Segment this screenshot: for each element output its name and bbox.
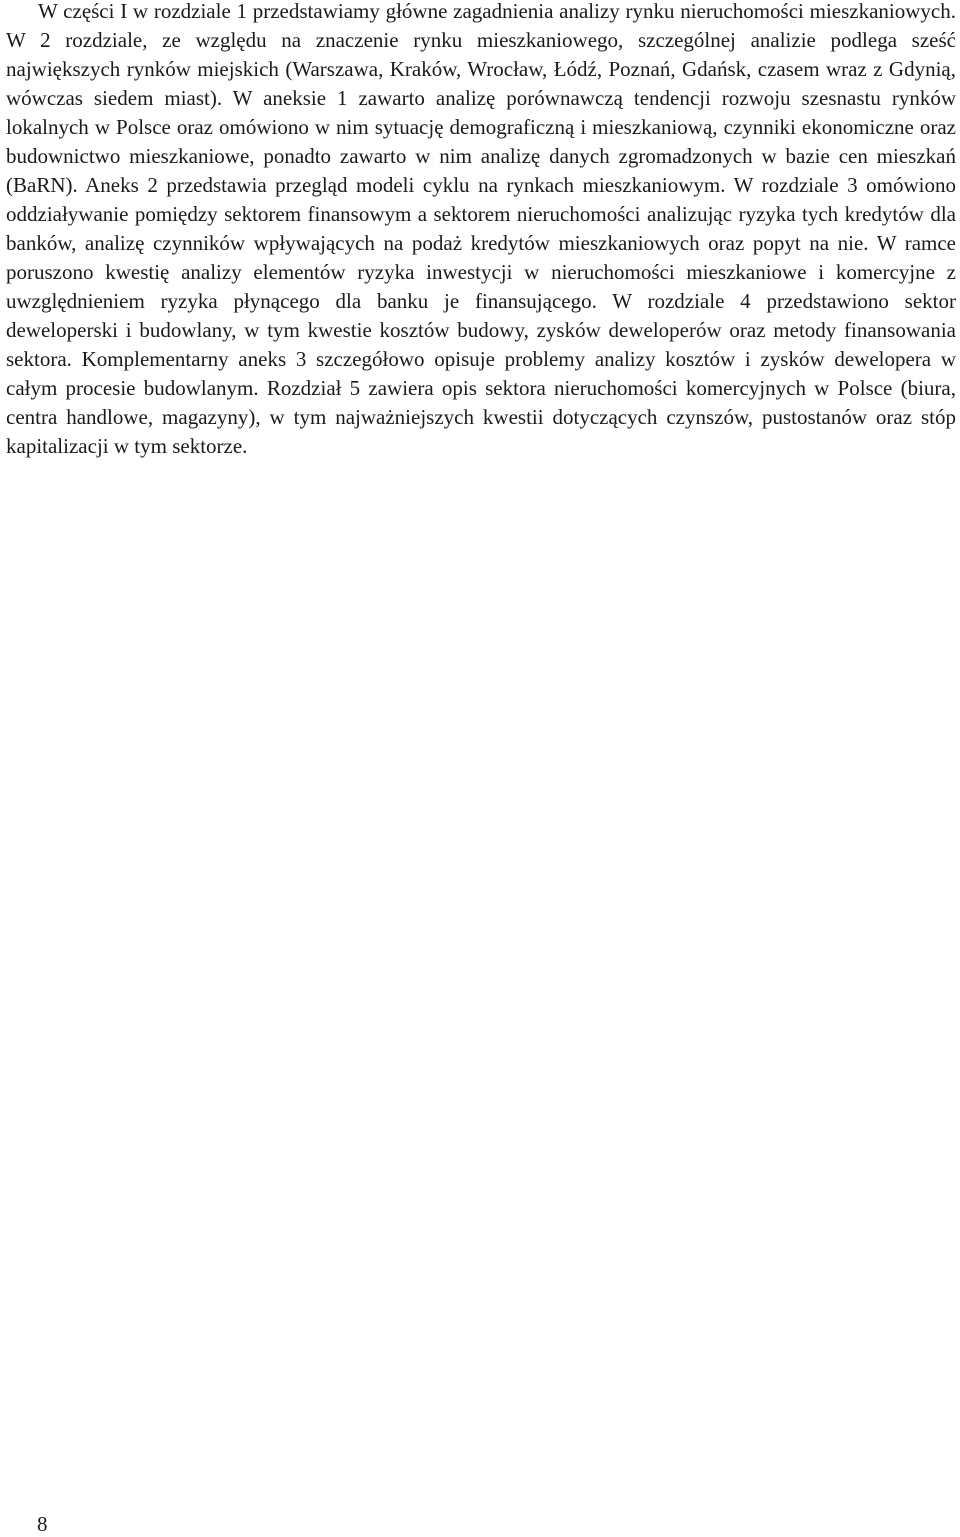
body-paragraph: W części I w rozdziale 1 przedstawiamy główne zagadnienia analizy rynku nieruchomości mieszkaniowych. W 2 rozdziale, ze względu na znaczenie rynku mieszkaniowego, szczególnej analizie podlega sześć największych rynków miejskich (Warszawa, Kraków, Wrocław, Łódź, Poznań, Gdańsk, czasem wraz z Gdynią, wówczas siedem miast). W aneksie 1 zawarto analizę porównawczą tendencji rozwoju szesnastu rynków lokalnych w Polsce oraz omówiono w nim sytuację demograficzną i mieszkaniową, czynniki ekonomiczne oraz budownictwo mieszkaniowe, ponadto zawarto w nim analizę danych zgromadzonych w bazie cen mieszkań (BaRN). Aneks 2 przedstawia przegląd modeli cyklu na rynkach mieszkaniowym. W rozdziale 3 omówiono oddziaływanie pomiędzy sektorem finansowym a sektorem nieruchomości analizując ryzyka tych kredytów dla banków, analizę czynników wpływających na podaż kredytów mieszkaniowych oraz popyt na nie. W ramce poruszono kwestię analizy elementów ryzyka inwestycji w nieruchomości mieszkaniowe i komercyjne z uwzględnieniem ryzyka płynącego dla banku je finansującego. W rozdziale 4 przedstawiono sektor deweloperski i budowlany, w tym kwestie kosztów budowy, zysków deweloperów oraz metody finansowania sektora. Komplementarny aneks 3 szczegółowo opisuje problemy analizy kosztów i zysków dewelopera w całym procesie budowlanym. Rozdział 5 zawiera opis sektora nieruchomości komercyjnych w Polsce (biura, centra handlowe, magazyny), w tym najważniejszych kwestii dotyczących czynszów, pustostanów oraz stóp kapitalizacji w tym sektorze.	[6, 0, 956, 458]
page-number: 8	[37, 1512, 48, 1536]
